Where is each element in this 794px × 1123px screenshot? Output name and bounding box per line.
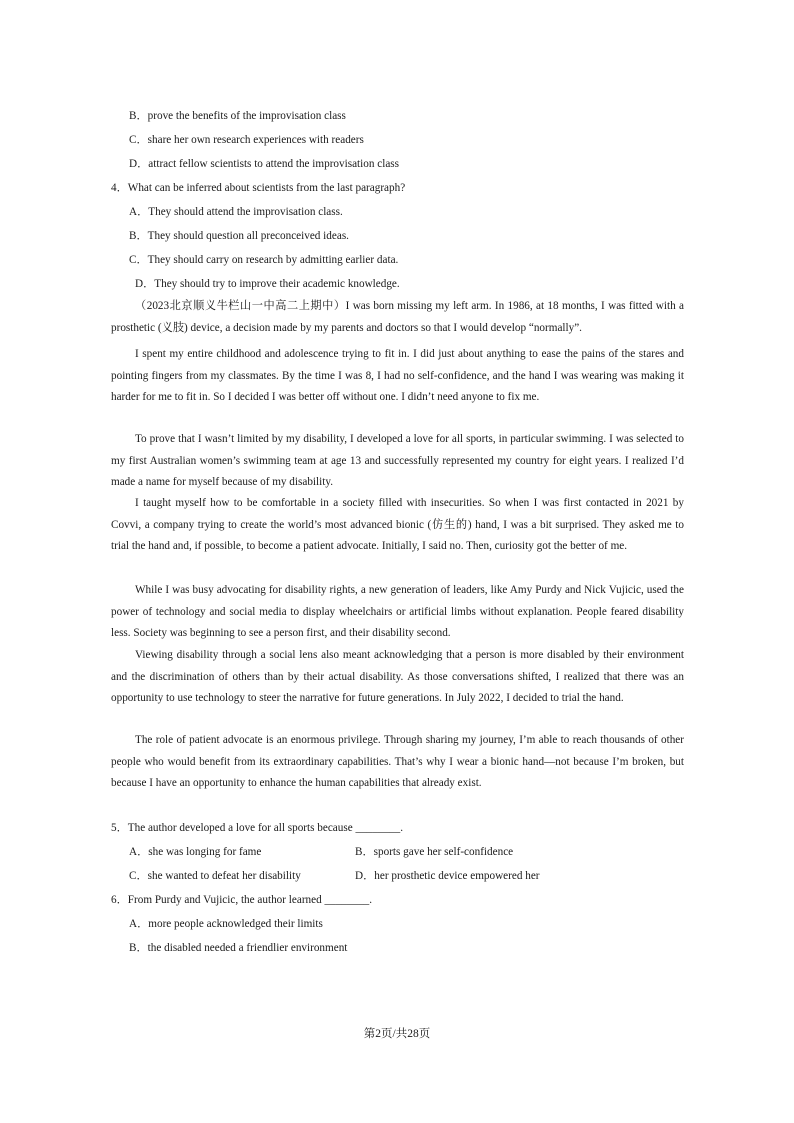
passage-paragraph-7: The role of patient advocate is an enormous privilege. Through sharing my journey, I’m able to reach thousands of other people who would benefit from its extraordinary capabilities. That’s why I wear a bionic hand—not because I’m broken, but because I have an opportunity to enhance the human capabilities that already exist. [111, 734, 684, 789]
page-number: 第2页/共28页 [363, 1028, 431, 1040]
q3-option-c: C．share her own research experiences with readers [129, 134, 364, 146]
q4-option-b: B．They should question all preconceived ideas. [129, 230, 349, 242]
passage-paragraph-1: （2023北京顺义牛栏山一中高二上期中）I was born missing my left arm. In 1986, at 18 months, I was fitted with a prosthetic (义肢) device, a decision made by my parents and doctors so that I would develop “normally”. [111, 300, 684, 334]
q4-option-d: D．They should try to improve their academic knowledge. [135, 278, 400, 290]
q6-option-b: B．the disabled needed a friendlier environment [129, 942, 348, 954]
q6-stem: 6．From Purdy and Vujicic, the author learned ________. [111, 894, 373, 906]
q4-stem: 4．What can be inferred about scientists from the last paragraph? [111, 182, 406, 194]
q6-option-a: A．more people acknowledged their limits [129, 918, 323, 930]
q5-option-c: C．she wanted to defeat her disability [129, 870, 301, 882]
q4-option-a: A．They should attend the improvisation class. [129, 206, 343, 218]
passage-paragraph-5: While I was busy advocating for disability rights, a new generation of leaders, like Amy Purdy and Nick Vujicic, used the power of technology and social media to display wheelchairs or artificial limbs without explanation. People feared disability less. Society was beginning to see a person first, and their disability second. [111, 584, 684, 639]
q4-option-c: C．They should carry on research by admitting earlier data. [129, 254, 399, 266]
q5-option-b: B．sports gave her self-confidence [355, 846, 514, 858]
q5-option-d: D．her prosthetic device empowered her [355, 870, 540, 882]
q5-option-a: A．she was longing for fame [129, 846, 262, 858]
passage-paragraph-4: I taught myself how to be comfortable in a society filled with insecurities. So when I was first contacted in 2021 by Covvi, a company trying to create the world’s most advanced bionic (仿生的) hand, I was a bit surprised. They asked me to trial the hand and, if possible, to become a patient advocate. Initially, I said no. Then, curiosity got the better of me. [111, 497, 684, 552]
q3-option-b: B．prove the benefits of the improvisation class [129, 110, 346, 122]
passage-paragraph-2: I spent my entire childhood and adolescence trying to fit in. I did just about anything to ease the pains of the stares and pointing fingers from my classmates. By the time I was 8, I had no self-confidence, and the hand I was wearing was making it harder for me to fit in. So I decided I was better off without one. I didn’t need anyone to fix me. [111, 348, 684, 403]
q3-option-d: D．attract fellow scientists to attend the improvisation class [129, 158, 399, 170]
passage-paragraph-6: Viewing disability through a social lens also meant acknowledging that a person is more disabled by their environment and the discrimination of others than by their actual disability. As those conversations shifted, I realized that there was an opportunity to use technology to steer the narrative for future generations. In July 2022, I decided to trial the hand. [111, 649, 684, 704]
passage-paragraph-3: To prove that I wasn’t limited by my disability, I developed a love for all sports, in particular swimming. I was selected to my first Australian women’s swimming team at age 13 and successfully represented my country for eight years. I realized I’d made a name for myself because of my disability. [111, 433, 684, 488]
q5-stem: 5．The author developed a love for all sports because ________. [111, 822, 404, 834]
